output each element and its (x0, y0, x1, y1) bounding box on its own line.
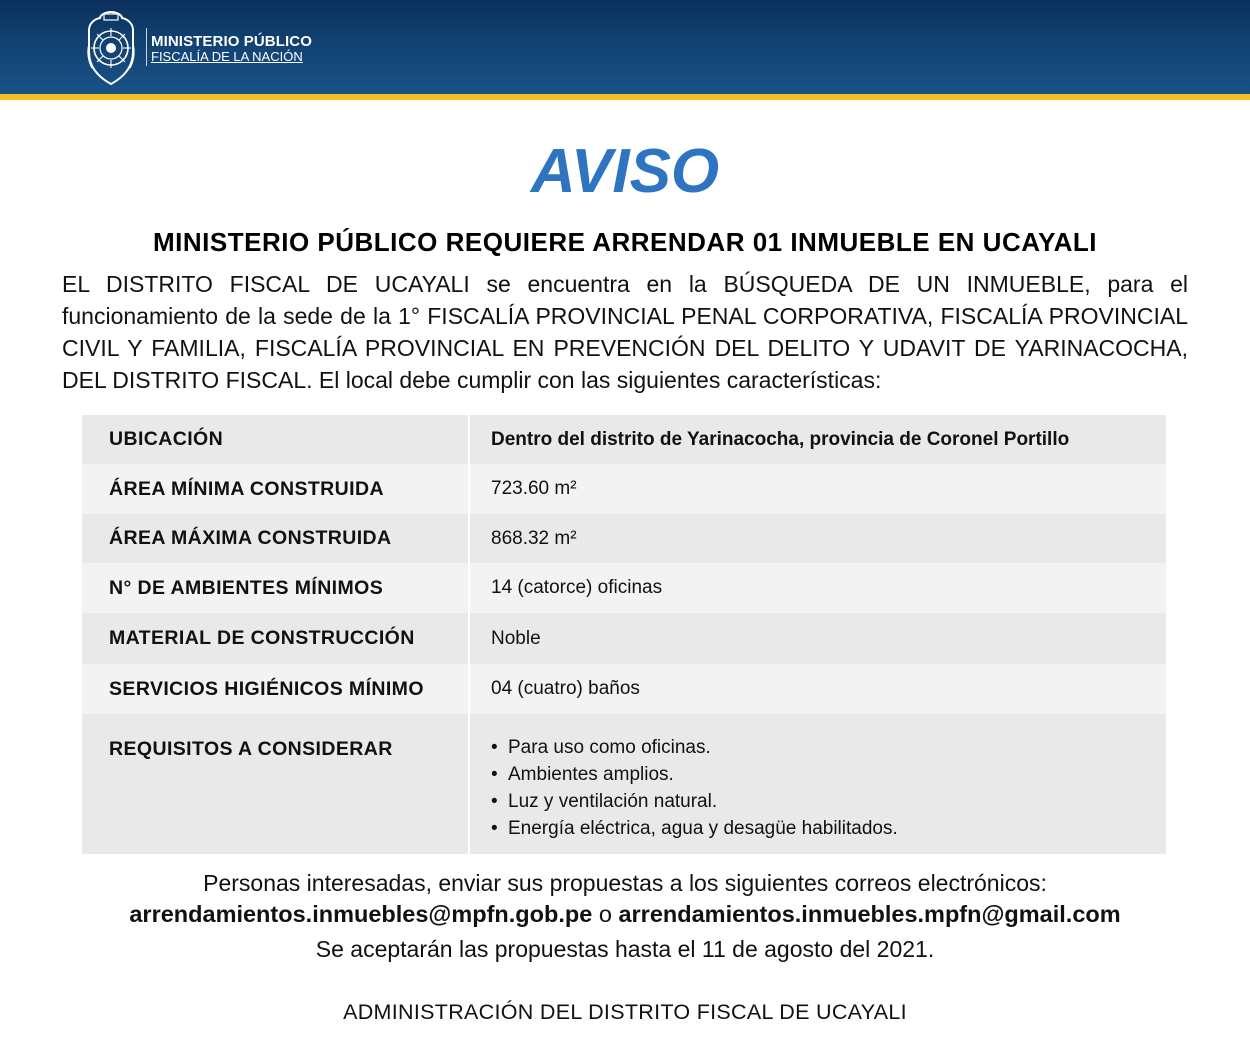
notice-intro: EL DISTRITO FISCAL DE UCAYALI se encuentra en la BÚSQUEDA DE UN INMUEBLE, para el funcionamiento de la sede de la 1° FISCALÍA PROVINCIAL PENAL CORPORATIVA, FISCALÍA PROVINCIAL CIVIL Y FAMILIA, FISCALÍA PROVINCIAL EN PREVENCIÓN DEL DELITO Y UDAVIT DE YARINACOCHA, DEL DISTRITO FISCAL. El local debe cumplir con las siguientes características: (62, 271, 1188, 393)
brand-subtitle: FISCALÍA DE LA NACIÓN (151, 49, 303, 64)
list-item: • Luz y ventilación natural. (491, 788, 898, 815)
notice-heading: MINISTERIO PÚBLICO REQUIERE ARRENDAR 01 INMUEBLE EN UCAYALI (153, 227, 1097, 257)
row-label: SERVICIOS HIGIÉNICOS MÍNIMO (109, 677, 424, 700)
row-value: 868.32 m² (491, 527, 577, 549)
table-row (82, 714, 1166, 854)
table-row (82, 415, 1166, 464)
table-row (82, 664, 1166, 714)
list-item: • Energía eléctrica, agua y desagüe habilitados. (491, 815, 898, 842)
row-value: 04 (cuatro) baños (491, 678, 640, 699)
bullet-icon: • (491, 818, 498, 839)
contact-instructions: Personas interesadas, enviar sus propuestas a los siguientes correos electrónicos: (203, 870, 1047, 896)
list-item: • Ambientes amplios. (491, 761, 898, 788)
row-value (470, 714, 1166, 854)
notice-title: AVISO (530, 137, 720, 206)
row-label: MATERIAL DE CONSTRUCCIÓN (109, 627, 415, 649)
list-item: • Para uso como oficinas. (491, 734, 898, 761)
brand-name: MINISTERIO PÚBLICO (151, 33, 312, 50)
header-stripe (0, 94, 1250, 100)
deadline-text: Se aceptarán las propuestas hasta el 11 de agosto del 2021. (315, 936, 935, 962)
table-row (82, 563, 1166, 613)
row-value: 723.60 m² (491, 478, 577, 499)
row-label: N° DE AMBIENTES MÍNIMOS (109, 576, 384, 599)
row-label: UBICACIÓN (109, 428, 224, 450)
row-label: ÁREA MÁXIMA CONSTRUIDA (109, 527, 392, 549)
email-link-gmail[interactable]: arrendamientos.inmuebles.mpfn@gmail.com (618, 901, 1121, 927)
contact-emails (0, 898, 1250, 930)
row-label: ÁREA MÍNIMA CONSTRUIDA (109, 477, 384, 500)
requirements-table (82, 415, 1166, 854)
bullet-icon: • (491, 737, 498, 758)
row-value: Dentro del distrito de Yarinacocha, provincia de Coronel Portillo (491, 428, 1070, 450)
signature-text: ADMINISTRACIÓN DEL DISTRITO FISCAL DE UCAYALI (343, 1000, 907, 1024)
requirements-list (491, 734, 898, 842)
bullet-icon: • (491, 764, 498, 785)
table-row (82, 464, 1166, 514)
row-label: REQUISITOS A CONSIDERAR (109, 738, 393, 760)
logo-divider (146, 28, 147, 66)
row-value: Noble (491, 627, 541, 649)
table-row (82, 514, 1166, 563)
email-connector: o (592, 901, 619, 927)
ministerio-publico-emblem-icon (80, 8, 142, 86)
row-value: 14 (catorce) oficinas (491, 577, 663, 598)
header-banner (0, 0, 1250, 94)
email-link-mpfn[interactable]: arrendamientos.inmuebles@mpfn.gob.pe (129, 901, 593, 927)
bullet-icon: • (491, 791, 498, 812)
table-row (82, 613, 1166, 664)
